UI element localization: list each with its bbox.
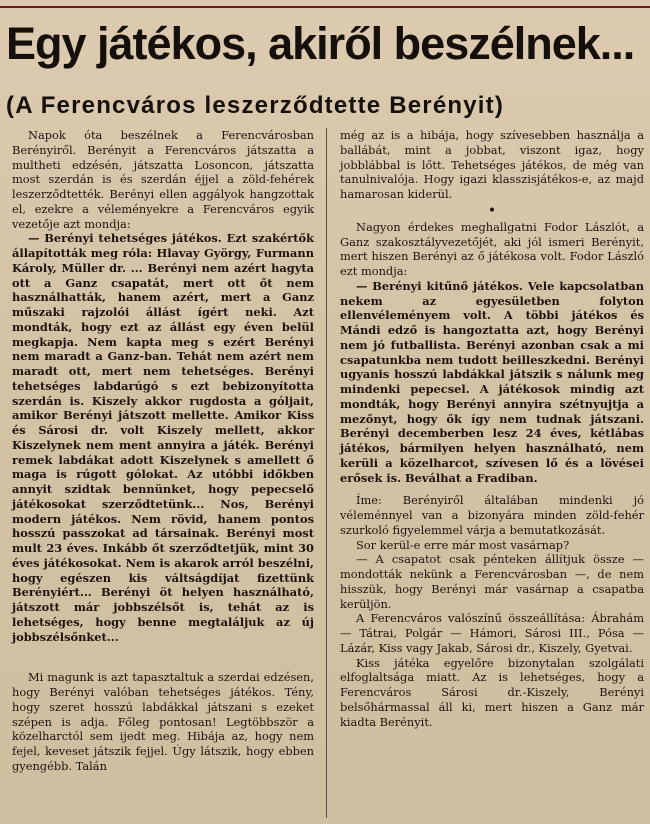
top-rule [0,6,650,8]
paragraph: Kiss játéka egyelőre bizonytalan szolgálati elfoglaltsága miatt. Az is lehetséges, hogy a Ferencváros Sárosi dr.-Kiszely, Berényi belsőhármassal áll ki, mert hiszen a Ganz már kiadta Berényit. [340,655,644,729]
column-divider [326,128,327,818]
quote-paragraph: — Berényi kitűnő játékos. Vele kapcsolatban nekem az egyesületben folyton ellenvéleményem volt. A többi játékos és Mándi edző is hangoztatta azt, hogy Berényi nem jó futballista. Berényi azonban csak a mi csapatunkba nem tudott beilleszkedni. Berényi ugyanis hosszú labdákkal játszik s nálunk meg mindenki pepecsel. A játékosok mindig azt mondták, hogy Berényi annyira szétnyujtja a mezőnyt, hogy ők így nem tudnak játszani. Berényi decemberben lesz 24 éves, kétlábas játékos, bármilyen helyen használható, nem kerüli a közelharcot, szívesen lő és a lövései erősek is. Beválhat a Fradiban. [340,278,644,485]
paragraph: — A csapatot csak pénteken állítjuk össze — mondották nekünk a Ferencvárosban —, de nem hisszük, hogy Berényi már vasárnap a csapatba kerüljön. [340,552,644,611]
article-headline: Egy játékos, akiről beszélnek... [6,18,635,69]
paragraph: Mi magunk is azt tapasztaltuk a szerdai edzésen, hogy Berényi valóban tehetséges játékos. Tény, hogy szeret hosszú labdákkal játszani s ezeket szépen is adja. Főleg pontosan! Legtöbbször a közelharctól sem ijedt meg. Hibája az, hogy nem fejel, keveset játszik fejjel. Úgy látszik, hogy ebben gyengébb. Talán [12,670,314,773]
paragraph: A Ferencváros valószínű összeállítása: Ábrahám — Tátrai, Polgár — Hámori, Sárosi III., Pósa — Lázár, Kiss vagy Jakab, Sárosi dr., Kiszely, Gyetvai. [340,611,644,655]
paragraph: még az is a hibája, hogy szívesebben használja a ballábát, mint a jobbat, viszont igaz, hogy jobblábbal is lőtt. Tehetséges játékos, de még van tanulnivalója. Hogy igazi klasszisjátékos-e, az majd hamarosan kiderül. [340,128,644,201]
paragraph: Nagyon érdekes meghallgatni Fodor Lászlót, a Ganz szakosztályvezetőjét, aki jól ismeri Berényit, mert hiszen Berényi az ő játékosa volt. Fodor László ezt mondja: [340,219,644,278]
paragraph: Íme: Berényiről általában mindenki jó véleménnyel van a bizonyára minden zöld-fehér szurkoló figyelemmel várja a bemutatkozását. [340,493,644,537]
quote-paragraph: — Berényi tehetséges játékos. Ezt szakértők állapították meg róla: Hlavay György, Furmann Károly, Müller dr. ... Berényi nem azért hagyta ott a Ganz csapatát, mert ott őt nem használhatták, hanem azért, mert a Ganz műszaki rajzolói állást ígért neki. Azt mondták, hogy ezt az állást egy éven belül megkapja. Nem kapta meg s ezért Berényi nem maradt a Ganz-ban. Tehát nem azért nem maradt ott, mert nem tehetséges. Berényi tehetséges labdarúgó s ezt bebizonyította szerdán is. Kiszely akkor rugdosta a góljait, amikor Berényi játszott mellette. Amikor Kiss és Sárosi dr. volt Kiszely mellett, akkor Kiszelynek nem ment annyira a játék. Berényi remek labdákat adott Kiszelynek s amellett ő maga is rúgott gólokat. Az utóbbi időkben annyit szidtak bennünket, hogy pepecselő játékosokat szerződtetünk... Nos, Berényi modern játékos. Nem rövid, hanem pontos hosszú passzokat ad társainak. Berényi most mult 23 éves. Inkább őt szerződtetjük, mint 30 éves játékosokat. Nem is akarok arról beszélni, hogy egészen kis váltságdíjat fizettünk Berényiért... Berényi öt helyen használható, játszott már jobbszélsőt is, tehát az is lehetséges, hogy benne megtaláljuk az új jobbszélsőnket... [12,231,314,644]
paragraph-gap [340,485,644,493]
right-column [340,128,644,729]
paragraph: Sor kerül-e erre már most vasárnap? [356,537,570,552]
article-subheadline: (A Ferencváros leszerződtette Berényit) [6,92,505,119]
paragraph: Napok óta beszélnek a Ferencvárosban Berényiről. Berényit a Ferencváros játszatta a multheti edzésén, játszatta Losoncon, játszatta most szerdán is és szerdán éjjel a zöld-fehérek leszerződtették. Berényi ellen aggályok hangzottak el, ezekre a véleményekre a Ferencváros egyik vezetője azt mondja: [12,128,314,231]
paragraph-gap [12,644,314,670]
section-separator-bullet: • [487,202,497,219]
left-column [12,128,314,774]
